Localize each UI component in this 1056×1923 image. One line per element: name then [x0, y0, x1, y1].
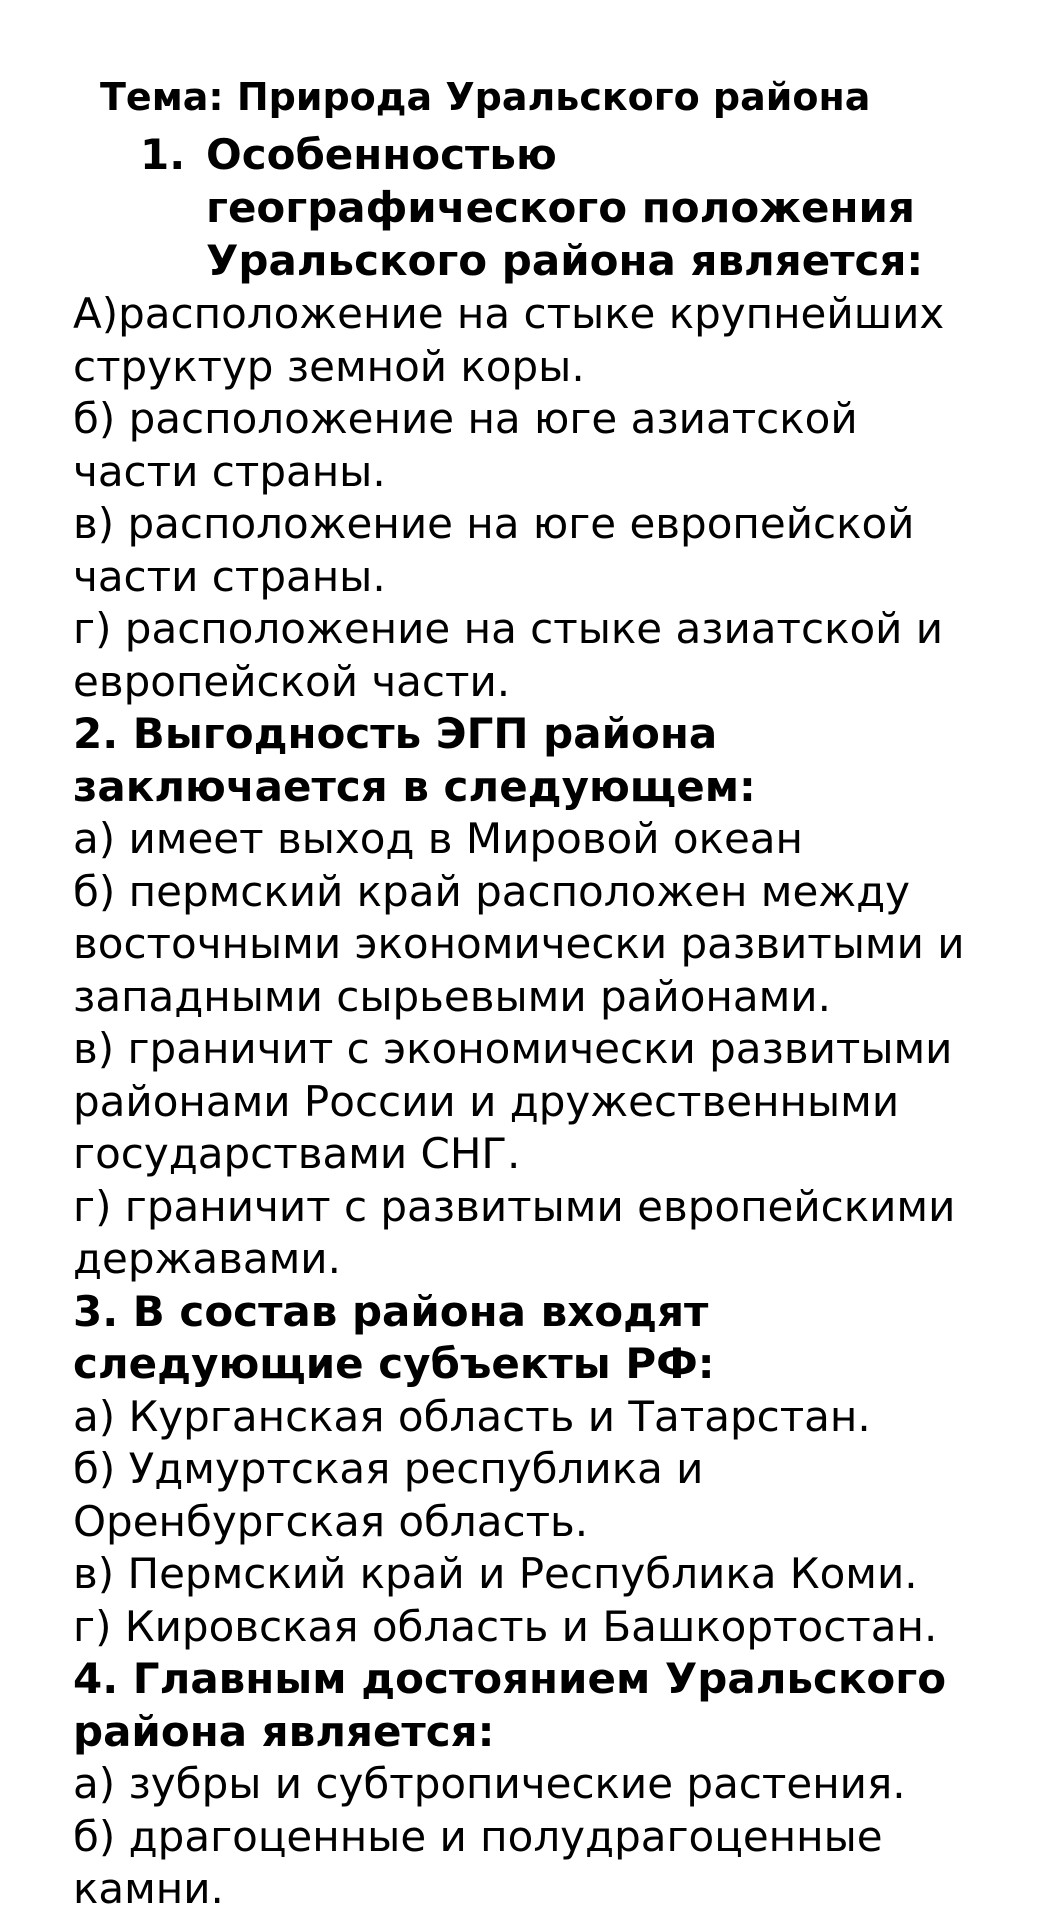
question-1-option-b: б) расположение на юге азиатской части страны.: [73, 394, 858, 496]
question-4-option-a: а) зубры и субтропические растения.: [73, 1759, 906, 1808]
page-title: Тема: Природа Уральского района: [100, 75, 871, 119]
question-1-option-a: А)расположение на стыке крупнейших структур земной коры.: [73, 289, 945, 391]
question-2-option-a: а) имеет выход в Мировой океан: [73, 814, 803, 863]
question-2-text: 2. Выгодность ЭГП района заключается в следующем:: [73, 709, 756, 811]
question-2-option-v: в) граничит с экономически развитыми районами России и дружественными государствами СНГ.: [73, 1024, 953, 1178]
question-1-text: Особенностью географического положения Уральского района является:: [206, 130, 924, 285]
question-3-option-v: в) Пермский край и Республика Коми.: [73, 1549, 918, 1598]
question-3-option-a: а) Курганская область и Татарстан.: [73, 1391, 871, 1441]
question-3-option-g: г) Кировская область и Башкортостан.: [73, 1601, 938, 1651]
question-4-text: 4. Главным достоянием Уральского района является:: [73, 1654, 947, 1756]
question-1-option-g: г) расположение на стыке азиатской и европейской части.: [73, 604, 944, 706]
questions-content: [73, 288, 1033, 1916]
question-1-number: 1.: [140, 130, 186, 179]
question-4-option-b: б) драгоценные и полудрагоценные камни.: [73, 1811, 883, 1913]
question-3-option-b: б) Удмуртская республика и Оренбургская область.: [73, 1444, 704, 1546]
question-2-option-g: г) граничит с развитыми европейскими державами.: [73, 1181, 956, 1283]
question-1-option-v: в) расположение на юге европейской части страны.: [73, 499, 915, 601]
question-2-option-b: б) пермский край расположен между восточными экономически развитыми и западными сырьевыми районами.: [73, 866, 965, 1021]
question-3-text: 3. В состав района входят следующие субъекты РФ:: [73, 1286, 715, 1388]
